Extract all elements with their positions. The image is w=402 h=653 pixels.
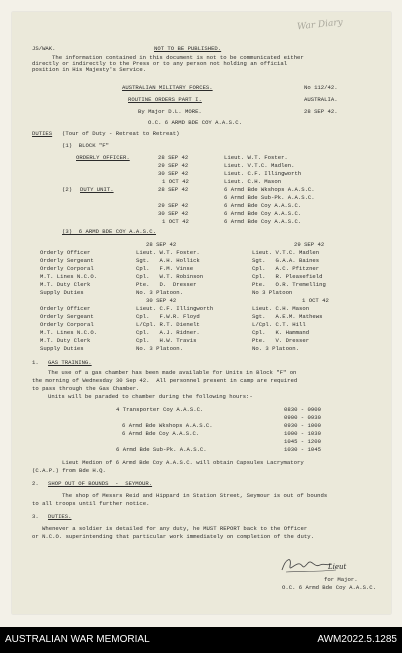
orderly-officer-label: ORDERLY OFFICER. [76, 154, 130, 161]
issued-by: By Major D.L. MORE. [138, 108, 202, 115]
notice-line: directly or indirectly to the Press or to any person not holding an official [32, 60, 288, 67]
roster-name: 6 Armd Bde Coy A.A.S.C. [224, 202, 302, 209]
duty-person: No 3 Platoon [252, 289, 293, 296]
schedule-time: 0900 - 0930 [284, 414, 321, 421]
archive-name: AUSTRALIAN WAR MEMORIAL [5, 634, 150, 645]
roster-date: 1 OCT 42 [162, 218, 189, 225]
duty-person: Sgt. A.E.M. Mathews [252, 313, 323, 320]
duty-person: No. 3 Platoon. [252, 345, 299, 352]
duty-person: Sgt. A.H. Hollick [136, 257, 200, 264]
out-of-bounds-heading: SHOP OUT OF BOUNDS - SEYMOUR. [48, 480, 153, 487]
roster-name: 6 Armd Bde Sub-Pk. A.A.S.C. [224, 194, 315, 201]
roster-column-date: 30 SEP 42 [146, 297, 177, 304]
notice-line: position in His Majesty's Service. [32, 66, 147, 73]
section-number: 2. [32, 480, 39, 487]
schedule-time: 1045 - 1200 [284, 438, 321, 445]
roster-name: Lieut. V.T.C. Madlen. [224, 162, 295, 169]
duty-role: M.T. Duty Clerk [40, 281, 91, 288]
paragraph-line: The use of a gas chamber has been made available for Units in Block "F" on [48, 369, 297, 376]
country: AUSTRALIA. [304, 96, 338, 103]
duty-person: Cpl. F.M. Vinse [136, 265, 194, 272]
paragraph-line: Units will be paraded to chamber during the following hours:- [48, 393, 253, 400]
duty-person: Lieut. C.F. Illingworth [136, 305, 214, 312]
order-number: No 112/42. [304, 84, 338, 91]
war-diary-stamp: War Diary [296, 17, 344, 33]
schedule-time: 0830 - 0900 [284, 406, 321, 413]
roster-date: 29 SEP 42 [158, 162, 189, 169]
paragraph-line: or N.C.O. superintending that particular work immediately on completion of the duty. [32, 533, 314, 540]
roster-name: Lieut. C.H. Mason [224, 178, 282, 185]
duty-person: L/Cpl. R.T. Dienelt [136, 321, 200, 328]
orders-heading: ROUTINE ORDERS PART I. [128, 96, 202, 103]
roster-name: 6 Armd Bde Coy A.A.S.C. [224, 218, 302, 225]
schedule-time: 0930 - 1000 [284, 422, 321, 429]
issuing-unit: O.C. 6 ARMD BDE COY A.A.S.C. [148, 119, 242, 126]
duty-person: No. 3 Platoon. [136, 345, 183, 352]
schedule-unit: 6 Armd Bde Sub-Pk. A.A.S.C. [116, 446, 207, 453]
schedule-unit: 6 Armd Bde Coy A.A.S.C. [122, 430, 200, 437]
archive-reference: AWM2022.5.1285 [317, 634, 397, 645]
paragraph-line: Lieut Medion of 6 Armd Bde Coy A.A.S.C. will obtain Capsules Lacrymatory [62, 459, 304, 466]
paragraph-line: The shop of Messrs Reid and Hippard in Station Street, Seymour is out of bounds [62, 492, 328, 499]
duty-role: M.T. Duty Clerk [40, 337, 91, 344]
roster-column-date: 1 OCT 42 [302, 297, 329, 304]
archive-footer [0, 627, 402, 653]
roster-name: 6 Armd Bde Coy A.A.S.C. [224, 210, 302, 217]
duty-person: Cpl. R. Pleasefield [252, 273, 323, 280]
duty-role: Orderly Sergeant [40, 313, 94, 320]
duty-role: Orderly Corporal [40, 321, 94, 328]
duty-person: Cpl. A.C. Pfitzner [252, 265, 320, 272]
duty-person: Cpl. K. Hammand [252, 329, 310, 336]
roster-date: 30 SEP 42 [158, 170, 189, 177]
roster-date: 1 OCT 42 [162, 178, 189, 185]
roster-date: 28 SEP 42 [158, 154, 189, 161]
roster-date: 29 SEP 42 [158, 202, 189, 209]
duty-person: Lieut. V.T.C. Madlen [252, 249, 320, 256]
section-number: 1. [32, 359, 39, 366]
duty-role: Orderly Sergeant [40, 257, 94, 264]
order-date: 28 SEP 42. [304, 108, 338, 115]
signature-word: Lieut [328, 563, 347, 571]
duty-person: Cpl. F.W.R. Floyd [136, 313, 200, 320]
duties-subheading: (Tour of Duty - Retreat to Retreat) [62, 130, 180, 137]
duty-person: L/Cpl. C.T. Hill [252, 321, 306, 328]
not-published-heading: NOT TO BE PUBLISHED. [154, 45, 222, 52]
block-f-heading: (1) BLOCK "F" [62, 142, 109, 149]
signatory-unit: O.C. 6 Armd Bde Coy A.A.S.C. [282, 584, 376, 591]
force-heading: AUSTRALIAN MILITARY FORCES. [122, 84, 213, 91]
section-number: 3. [32, 513, 39, 520]
gas-training-heading: GAS TRAINING. [48, 359, 92, 366]
company-roster-heading: (3) 6 ARMD BDE COY A.A.S.C. [62, 228, 156, 235]
duty-person: Pte. D. Dresser [136, 281, 197, 288]
duty-person: No. 3 Platoon. [136, 289, 183, 296]
duty-person: Cpl. A.J. Ridner. [136, 329, 200, 336]
notice-line: The information contained in this document is not to be communicated either [52, 54, 304, 61]
paragraph-line: to all troops until further notice. [32, 500, 150, 507]
duty-unit-label: DUTY UNIT. [80, 186, 114, 193]
document-mark: JS/WAK. [32, 45, 56, 52]
schedule-unit: 4 Transporter Coy A.A.S.C. [116, 406, 204, 413]
duties-section-heading: DUTIES. [48, 513, 72, 520]
duty-role: Supply Duties [40, 289, 84, 296]
duty-person: Pte. V. Dresser [252, 337, 310, 344]
duty-person: Pte. O.R. Tremelling [252, 281, 326, 288]
signatory-rank: for Major. [324, 576, 358, 583]
roster-date: 28 SEP 42 [158, 186, 189, 193]
duty-role: Orderly Officer [40, 249, 91, 256]
roster-date: 30 SEP 42 [158, 210, 189, 217]
roster-name: 6 Armd Bde Wkshops A.A.S.C. [224, 186, 315, 193]
duty-person: Cpl. W.T. Robinson [136, 273, 204, 280]
duty-role: Orderly Corporal [40, 265, 94, 272]
duty-person: Lieut. C.H. Mason [252, 305, 310, 312]
schedule-time: 1000 - 1030 [284, 430, 321, 437]
roster-name: Lieut. W.T. Foster. [224, 154, 288, 161]
duty-role: Orderly Officer [40, 305, 91, 312]
duty-unit-number: (2) [62, 186, 73, 193]
roster-column-date: 29 SEP 42 [294, 241, 325, 248]
duty-person: Cpl. H.W. Travis [136, 337, 197, 344]
duty-role: Supply Duties [40, 345, 84, 352]
schedule-unit: 6 Armd Bde Wkshops A.A.S.C. [122, 422, 213, 429]
roster-name: Lieut. C.F. Illingworth [224, 170, 302, 177]
duty-person: Lieut. W.T. Foster. [136, 249, 200, 256]
schedule-time: 1030 - 1045 [284, 446, 321, 453]
duty-person: Sgt. G.A.A. Baines [252, 257, 320, 264]
duties-heading: DUTIES [32, 130, 53, 137]
paragraph-line: to pass through the Gas Chamber. [32, 385, 140, 392]
paragraph-line: (C.A.P.) from Bde H.Q. [32, 467, 106, 474]
roster-column-date: 28 SEP 42 [146, 241, 177, 248]
document-paper [12, 12, 391, 614]
paragraph-line: Whenever a soldier is detailed for any duty, he MUST REPORT back to the Officer [42, 525, 308, 532]
duty-role: M.T. Lines N.C.O. [40, 273, 98, 280]
paragraph-line: the morning of Wednesday 30 Sep 42. All personnel present in camp are required [32, 377, 298, 384]
duty-role: M.T. Lines N.C.O. [40, 329, 98, 336]
